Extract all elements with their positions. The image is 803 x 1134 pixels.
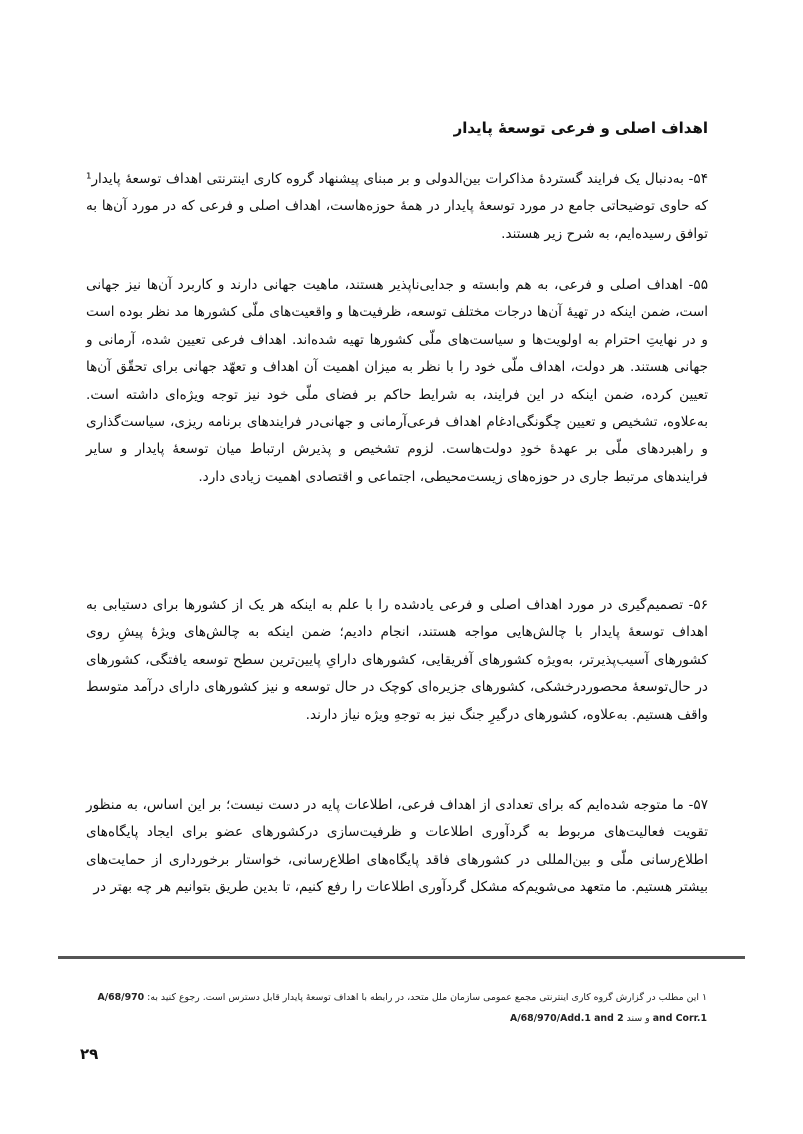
paragraph-56: ۵۶- تصمیم‌گیری در مورد اهداف اصلی و فرعی یادشده را با علم به اینکه هر یک از کشورها برای دستیابی به اهداف توسعهٔ پایدار با چالش‌هایی مواجه هستند، انجام دادیم؛ ضمن اینکه به چالش‌های ویژهٔ پیشِ روی کشورهای آسیب‌پذیرتر، به‌ویژه کشورهای آفریقایی، کشورهای دارایِ پایین‌ترین سطح توسعه یافتگی، کشورهای در حال‌توسعهٔ محصوردرخشکی، کشورهای جزیره‌ای کوچک در حال توسعه و نیز کشورهای دارای درآمد متوسط واقف هستیم. به‌علاوه، کشورهای درگیرِ جنگ نیز به توجهِ ویژه نیاز دارند. <box>86 597 708 723</box>
page-number: ۲۹ <box>80 1045 99 1063</box>
footnote-ref-extra: A/68/970/Add.1 and 2 <box>509 1013 624 1024</box>
footnote-divider <box>58 956 745 959</box>
paragraph-54: ۵۴- به‌دنبال یک فرایند گستردهٔ مذاکرات بین‌الدولی و بر مبنای پیشنهاد گروه کاری اینترنتی اهداف توسعهٔ پایدار¹ که حاوی توضیحاتی جامع در مورد توسعهٔ پایدار در همهٔ حوزه‌هاست، اهداف اصلی و فرعی که در مورد آن‌ها به توافق رسیده‌ایم، به شرح زیر هستند. <box>86 171 708 242</box>
paragraph-55: ۵۵- اهداف اصلی و فرعی، به هم وابسته و جدایی‌ناپذیر هستند، ماهیت جهانی دارند و کاربرد آن‌ها نیز جهانی است، ضمن اینکه در تهیهٔ آن‌ها درجات مختلف توسعه، ظرفیت‌ها و واقعیت‌های ملّی کشورها مد نظر بوده است و در نهایتِ احترام به اولویت‌ها و سیاست‌های ملّی کشورها تهیه شده‌اند. اهداف فرعی تعیین شده، آرمانی و جهانی هستند. هر دولت، اهداف ملّی خود را با نظر به میزان اهمیت آن اهداف و تعهّد جهانی برای تحقّق آن‌ها تعیین کرده، ضمن اینکه در این فرایند، به شرایط حاکم بر فضای ملّی خود نیز توجه ویژه‌ای داشته است. به‌علاوه، تشخیص و تعیین چگونگی‌ادغام اهداف فرعی‌آرمانی و جهانی‌در فرایندهای برنامه ریزی، سیاست‌گذاری و راهبردهای ملّی بر عهدهٔ خودِ دولت‌هاست. لزوم تشخیص و پذیرش ارتباط میان توسعهٔ پایدار و سایر فرایندهای مرتبط جاری در حوزه‌های زیست‌محیطی، اجتماعی و اقتصادی اهمیت زیادی دارد. <box>86 277 708 485</box>
footnote-text: ۱ این مطلب در گزارش گروه کاری اینترنتی مجمع عمومی سازمان ملل متحد، در رابطه با اهداف توسعهٔ پایدار قابل دسترس است. رجوع کنید به: <box>147 992 707 1003</box>
footnote-ref-joiner: و سند <box>626 1013 650 1024</box>
footnote-ref-main: A/68/970 and Corr.1 <box>97 992 707 1024</box>
section-heading: اهداف اصلی و فرعی توسعهٔ پایدار <box>453 119 708 137</box>
paragraph-57: ۵۷- ما متوجه شده‌ایم که برای تعدادی از اهداف فرعی، اطلاعات پایه در دست نیست؛ بر این اساس، به منظور تقویت فعالیت‌های مربوط به گردآوری اطلاعات و ظرفیت‌سازی درکشورهای عضو برای ایجاد پایگاه‌های اطلاع‌رسانی ملّی و بین‌المللی در کشورهای فاقد پایگاه‌های اطلاع‌رسانی، خواستار برخورداری از حمایت‌های بیشتر هستیم. ما متعهد می‌شویم‌که مشکل گردآوری اطلاعات را رفع کنیم، تا بدین طریق بتوانیم هر چه بهتر در <box>86 797 708 896</box>
footnote <box>87 987 707 1029</box>
